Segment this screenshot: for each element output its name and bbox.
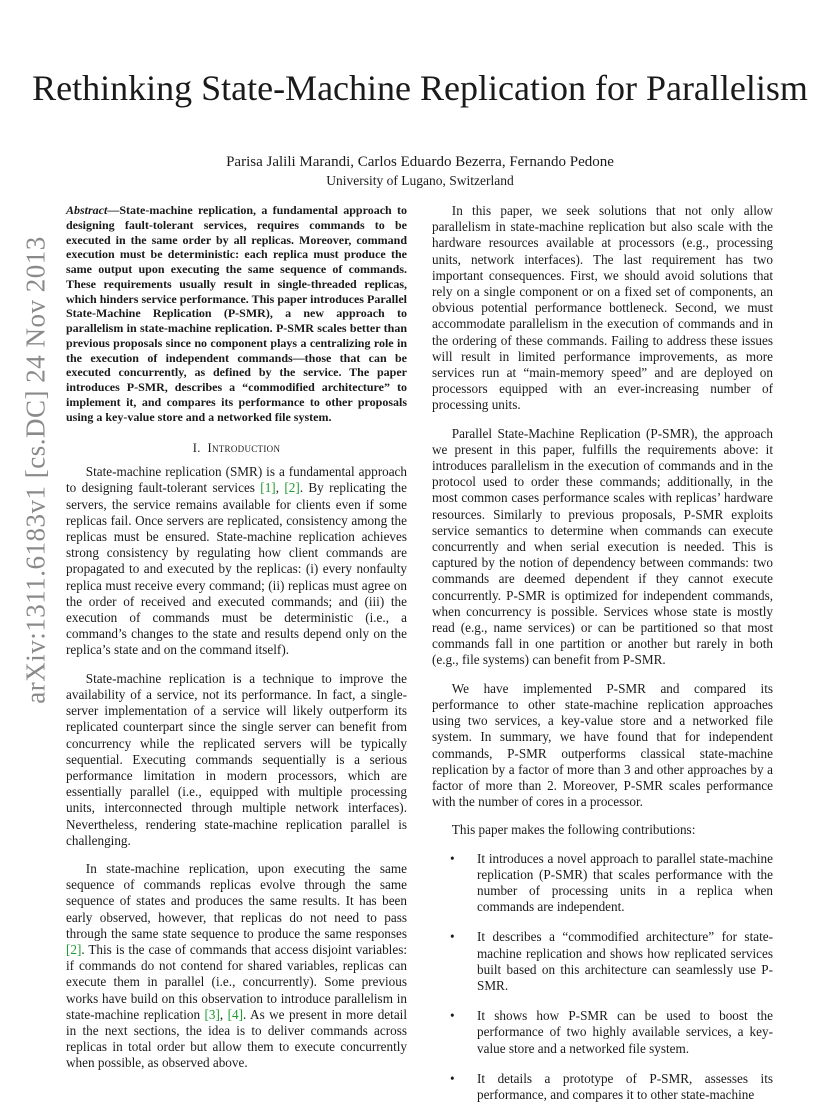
list-item	[432, 851, 773, 916]
list-item-text: It shows how P-SMR can be used to boost the performance of two highly available services, a key-value store and a networked file system.	[477, 1008, 773, 1056]
text-run: . As we present in more detail in the next sections, the idea is to deliver commands across replicas in total order but allow them to execute concurrently when possible, as observed above.	[66, 1006, 407, 1071]
paper-title: Rethinking State-Machine Replication for Parallelism	[32, 68, 808, 108]
affiliation: University of Lugano, Switzerland	[326, 173, 514, 188]
citation-link[interactable]: [3]	[204, 1006, 220, 1022]
list-item	[432, 929, 773, 994]
intro-paragraph-4: In this paper, we seek solutions that not only allow parallelism in state-machine replication but also scale with the hardware resources available at processors (e.g., processing units, network interfaces). The last requirement has two important consequences. First, we should avoid solutions that rely on a single component or on a fixed set of components, an obvious potential performance bottleneck. Second, we must accommodate parallelism in the execution of commands and in the ordering of these commands. Failing to address these issues will result in limited performance improvements, as more services run at “main-memory speed” and are deployed on processors equipped with an ever-increasing number of processing units.	[432, 203, 773, 413]
bullet-icon: •	[450, 929, 455, 945]
citation-link[interactable]: [2]	[284, 480, 300, 496]
bullet-icon: •	[450, 1070, 455, 1086]
text-run: ,	[275, 480, 285, 496]
text-run: In state-machine replication, upon executing the same sequence of commands replicas evolve through the same sequence of states and produces the same results. It has been early observed, however, that replicas do not need to pass through the same state sequence to produce the same responses	[66, 860, 407, 941]
abstract	[66, 203, 407, 424]
section-heading-introduction	[66, 441, 407, 456]
intro-paragraph-3	[66, 861, 407, 1072]
section-title: Introduction	[207, 441, 281, 456]
intro-paragraph-5: Parallel State-Machine Replication (P-SMR), the approach we present in this paper, fulfills the requirements above: it introduces parallelism in the execution of commands and in the protocol used to order these commands; additionally, in the most common cases performance scales with replicas’ hardware resources. Similarly to previous proposals, P-SMR exploits service semantics to determine when commands can execute concurrently and when serial execution is needed. This is captured by the notion of dependency between commands: two commands are deemed dependent if they cannot execute concurrently. P-SMR is optimized for independent commands, when concurrency is possible. Services whose state is mostly read (e.g., name services) or can be partitioned so that most commands fall in one partition or another but rarely in both (e.g., file systems) can benefit from P-SMR.	[432, 425, 773, 668]
citation-link[interactable]: [2]	[66, 941, 82, 957]
bullet-icon: •	[450, 850, 455, 866]
list-item-text: It introduces a novel approach to parallel state-machine replication (P-SMR) that scales performance with the number of processing units in a replica when commands are independent.	[477, 850, 773, 915]
intro-paragraph-1	[66, 464, 407, 658]
list-item	[432, 1008, 773, 1057]
contributions-list	[432, 851, 773, 1104]
right-column	[432, 203, 773, 1117]
abstract-text: —State-machine replication, a fundamental approach to designing fault-tolerant services, requires commands to be executed in the same order by all replicas. Moreover, command execution must be deterministic: each replica must produce the same output upon executing the same sequence of commands. These requirements usually result in single-threaded replicas, which hinders service performance. This paper introduces Parallel State-Machine Replication (P-SMR), a new approach to parallelism in state-machine replication. P-SMR scales better than previous proposals since no component plays a centralizing role in the execution of independent commands—those that can be executed concurrently, as defined by the service. The paper introduces P-SMR, describes a “commodified architecture” to implement it, and compares its performance to other proposals using a key-value store and a networked file system.	[66, 203, 407, 424]
text-run: ,	[219, 1006, 228, 1022]
abstract-label: Abstract	[66, 203, 108, 217]
text-run: State-machine replication (SMR) is a fundamental approach to designing fault-tolerant services	[66, 464, 407, 496]
bullet-icon: •	[450, 1008, 455, 1024]
intro-paragraph-2: State-machine replication is a technique to improve the availability of a service, not its performance. In fact, a single-server implementation of a service will likely outperform its replicated counterpart since the single server can benefit from concurrency while the replicated servers will be typically sequential. Executing commands sequentially is a serious performance limitation in modern processors, which are essentially parallel (i.e., equipped with multiple processing units, interconnected through multiple network interfaces). Nevertheless, rendering state-machine replication parallel is challenging.	[66, 670, 407, 848]
intro-paragraph-6: We have implemented P-SMR and compared its performance to other state-machine replication approaches using two services, a key-value store and a networked file system. In summary, we have found that for independent commands, P-SMR outperforms classical state-machine replication by a factor of more than 3 and other approaches by a factor of more than 2. Moreover, P-SMR scales performance with the number of cores in a processor.	[432, 680, 773, 810]
text-run: . By replicating the servers, the service remains available for clients even if some replicas fail. Once servers are replicated, consistency among the replicas must be ensured. State-machine replication achieves strong consistency by regulating how client commands are propagated to and executed by the replicas: (i) every nonfaulty replica must receive every command; (ii) replicas must agree on the order of received and executed commands; and (iii) the execution of commands must be deterministic (i.e., a command’s changes to the state and results depend only on the replica’s state and on the command itself).	[66, 480, 407, 658]
citation-link[interactable]: [4]	[227, 1006, 244, 1022]
text-run: . This is the case of commands that access disjoint variables: if commands do not contend for shared variables, replicas can execute them in parallel (i.e., concurrently). Some previous works have build on this observation to introduce parallelism in state-machine replication	[66, 941, 407, 1022]
citation-link[interactable]: [1]	[260, 480, 276, 496]
arxiv-identifier: arXiv:1311.6183v1 [cs.DC] 24 Nov 2013	[20, 236, 51, 704]
list-item-text: It describes a “commodified architecture” for state-machine replication and shows how replicated services built based on this architecture can seamlessly use P-SMR.	[477, 929, 773, 993]
list-item-text: It details a prototype of P-SMR, assesses its performance, and compares it to other state-machine	[477, 1070, 773, 1102]
author-list: Parisa Jalili Marandi, Carlos Eduardo Bezerra, Fernando Pedone	[226, 154, 614, 170]
contributions-intro: This paper makes the following contributions:	[451, 822, 696, 838]
left-column	[66, 203, 407, 1084]
section-number: I.	[192, 441, 201, 456]
list-item	[432, 1071, 773, 1103]
